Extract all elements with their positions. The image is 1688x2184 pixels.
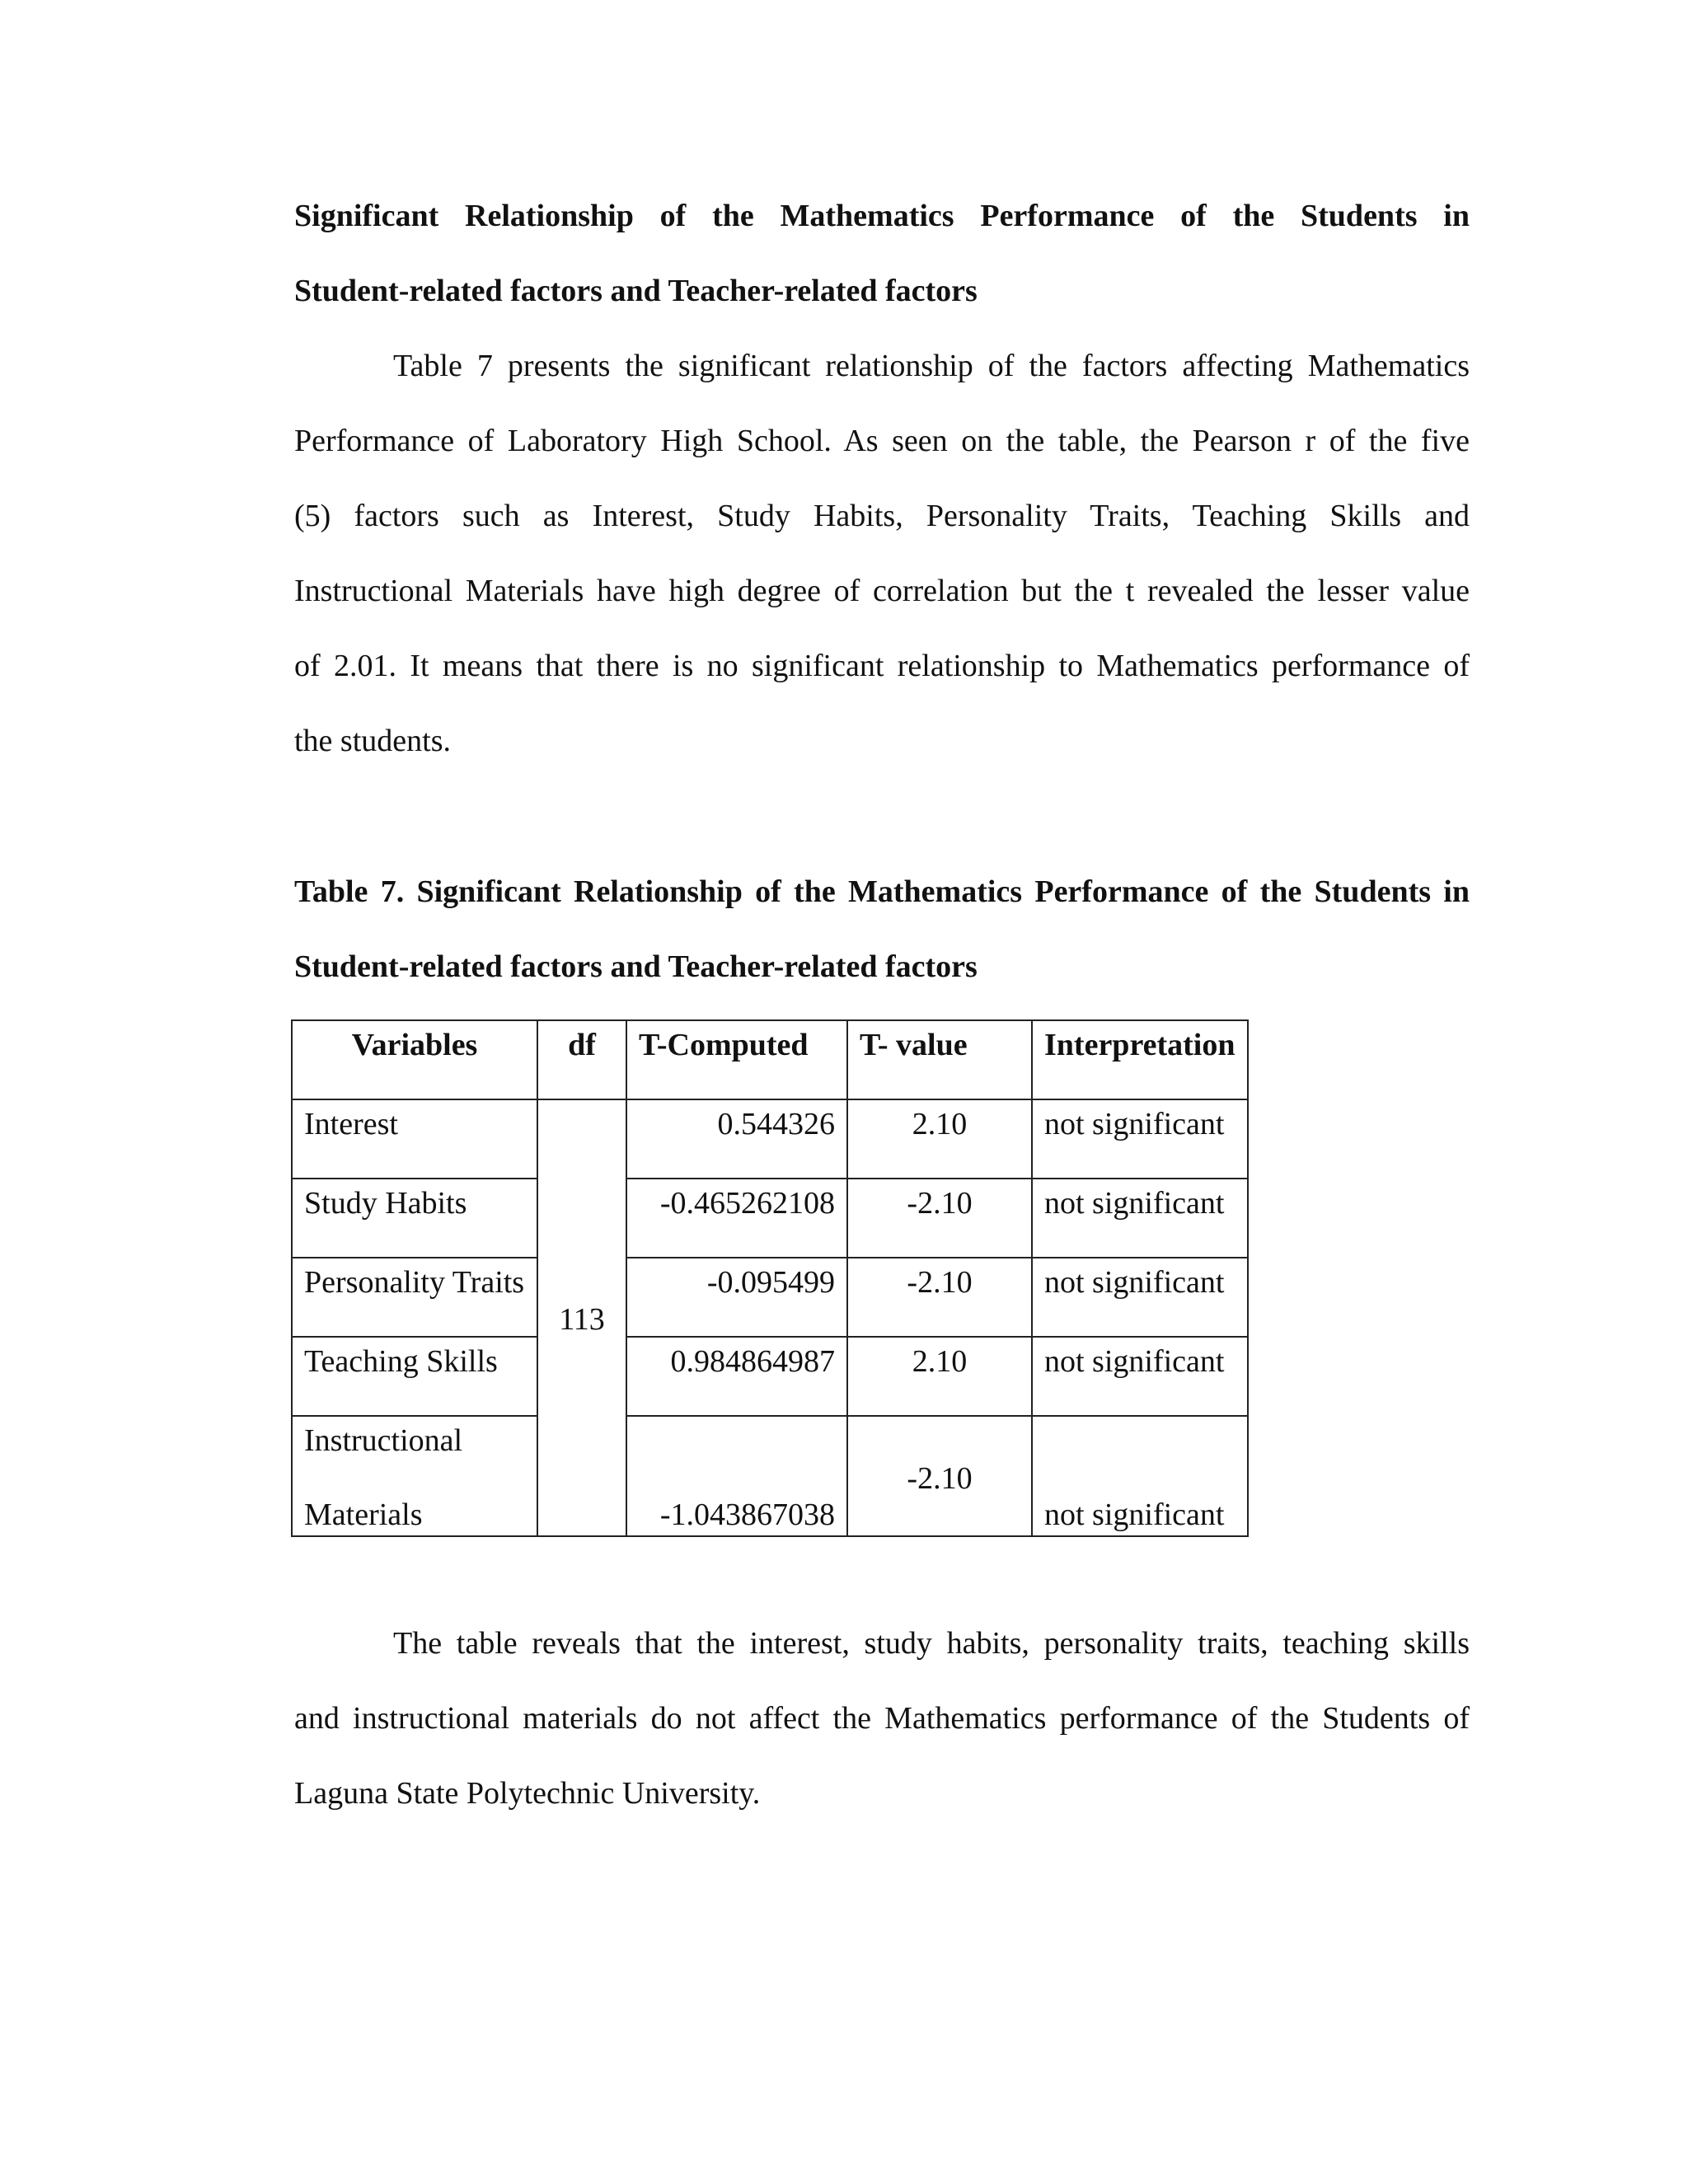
cell-t-value — [847, 1416, 1032, 1536]
cell-variable: Teaching Skills — [292, 1337, 537, 1416]
cell-t-computed: 0.544326 — [626, 1099, 847, 1179]
cell-variable — [292, 1416, 537, 1536]
paragraph-1-line-1: Table 7 presents the significant relationship of the factors affecting Mathematics — [393, 349, 1470, 383]
spacer — [294, 788, 1470, 864]
cell-t-value: 2.10 — [847, 1337, 1032, 1416]
cell-t-computed: 0.984864987 — [626, 1337, 847, 1416]
results-table — [291, 1019, 1249, 1537]
cell-t-value: -2.10 — [847, 1258, 1032, 1337]
cell-t-value-value: -2.10 — [907, 1461, 973, 1496]
table-row — [292, 1099, 1248, 1179]
cell-variable-line-1: Instructional — [304, 1423, 463, 1458]
header-interpretation: Interpretation — [1032, 1020, 1248, 1099]
cell-variable: Study Habits — [292, 1179, 537, 1258]
paragraph-1-line-2: Performance of Laboratory High School. As seen on the table, the Pearson r of the five — [294, 424, 1470, 458]
table-row — [292, 1416, 1248, 1536]
paragraph-1-line-4: Instructional Materials have high degree of correlation but the t revealed the lesser value — [294, 574, 1470, 608]
cell-t-computed-value: -1.043867038 — [659, 1497, 835, 1532]
cell-interpretation: not significant — [1032, 1258, 1248, 1337]
section-heading-line-2: Student-related factors and Teacher-related factors — [294, 274, 978, 308]
conclusion-paragraph — [294, 1615, 1470, 1840]
cell-t-computed: -0.465262108 — [626, 1179, 847, 1258]
table-row — [292, 1337, 1248, 1416]
cell-interpretation: not significant — [1032, 1179, 1248, 1258]
cell-t-value: -2.10 — [847, 1179, 1032, 1258]
table-row — [292, 1258, 1248, 1337]
cell-variable: Interest — [292, 1099, 537, 1179]
document-body — [294, 188, 1470, 1014]
cell-df: 113 — [537, 1099, 626, 1536]
header-df: df — [537, 1020, 626, 1099]
cell-interpretation: not significant — [1032, 1099, 1248, 1179]
table-row — [292, 1179, 1248, 1258]
cell-t-computed — [626, 1416, 847, 1536]
table-header-row — [292, 1020, 1248, 1099]
header-t-computed: T-Computed — [626, 1020, 847, 1099]
header-variables: Variables — [292, 1020, 537, 1099]
cell-interpretation: not significant — [1032, 1337, 1248, 1416]
table-caption-line-1: Table 7. Significant Relationship of the Mathematics Performance of the Students in — [294, 874, 1470, 909]
table-caption-line-2: Student-related factors and Teacher-related factors — [294, 949, 978, 984]
cell-interpretation-value: not significant — [1044, 1497, 1225, 1532]
paragraph-1-line-5: of 2.01. It means that there is no significant relationship to Mathematics performance of — [294, 649, 1470, 683]
cell-variable-line-2: Materials — [304, 1497, 423, 1532]
paragraph-2-line-3: Laguna State Polytechnic University. — [294, 1776, 761, 1811]
paragraph-2-line-1: The table reveals that the interest, study habits, personality traits, teaching skills — [393, 1626, 1470, 1661]
section-heading-line-1: Significant Relationship of the Mathematics Performance of the Students in — [294, 199, 1470, 233]
cell-variable: Personality Traits — [292, 1258, 537, 1337]
cell-t-computed: -0.095499 — [626, 1258, 847, 1337]
paragraph-2-line-2: and instructional materials do not affect the Mathematics performance of the Students of — [294, 1701, 1470, 1736]
cell-interpretation — [1032, 1416, 1248, 1536]
paragraph-1-line-6: the students. — [294, 724, 451, 758]
paragraph-1-line-3: (5) factors such as Interest, Study Habits, Personality Traits, Teaching Skills and — [294, 499, 1470, 533]
header-t-value: T- value — [847, 1020, 1032, 1099]
cell-t-value: 2.10 — [847, 1099, 1032, 1179]
